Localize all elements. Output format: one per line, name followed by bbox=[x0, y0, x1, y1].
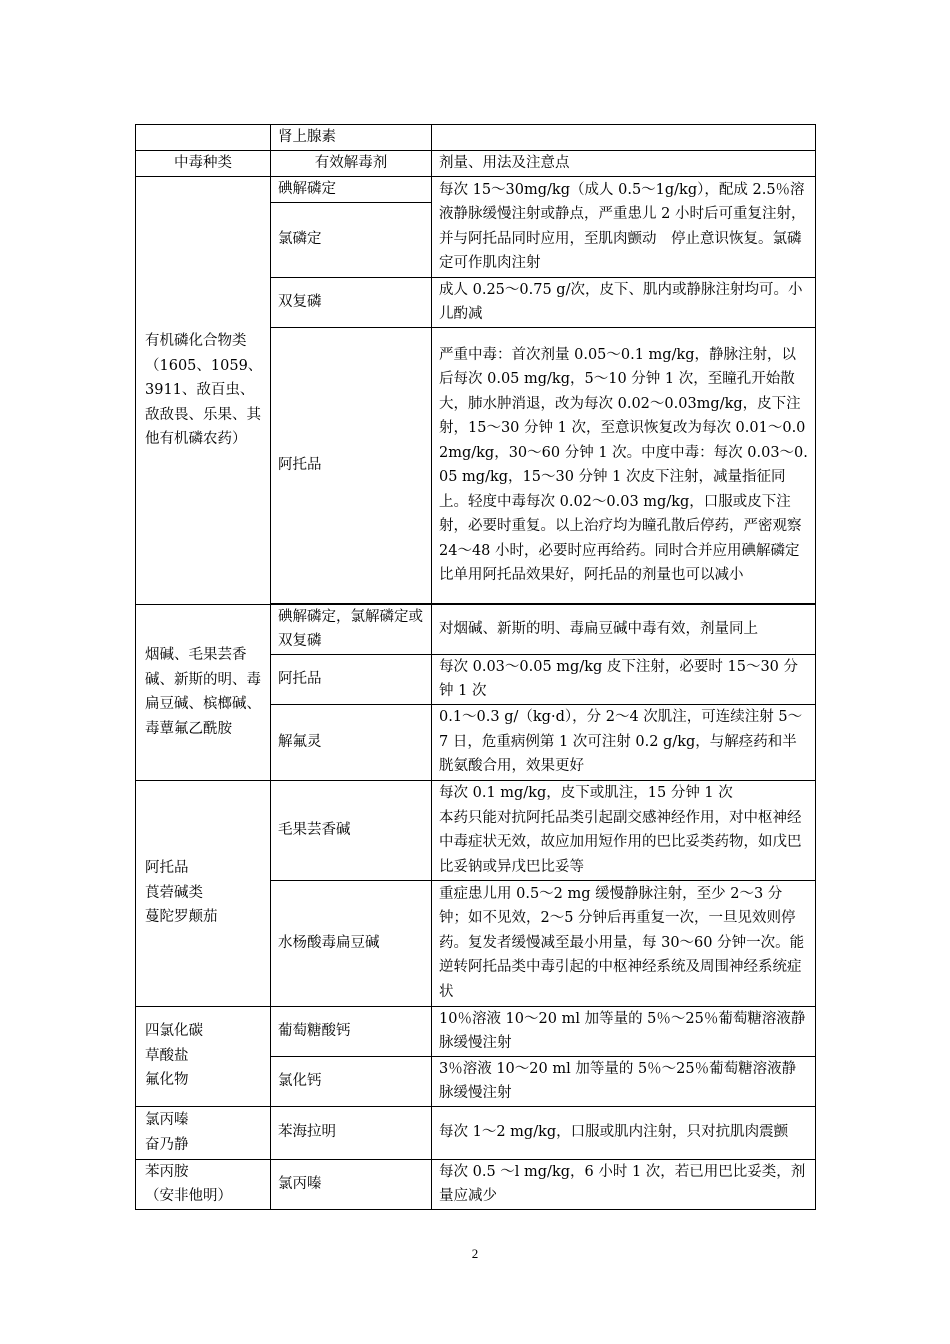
cell-antidote: 阿托品 bbox=[271, 327, 432, 603]
cell-antidote: 阿托品 bbox=[271, 654, 432, 704]
cell-antidote: 毛果芸香碱 bbox=[271, 780, 432, 880]
cell-antidote: 葡萄糖酸钙 bbox=[271, 1006, 432, 1056]
table-header-row bbox=[136, 151, 816, 177]
poison-line: （安非他明） bbox=[145, 1188, 232, 1204]
poison-line: 奋乃静 bbox=[145, 1136, 189, 1153]
cell-antidote: 解氟灵 bbox=[271, 704, 432, 780]
cell-poison-type: 烟碱、毛果芸香碱、新斯的明、毒扁豆碱、槟榔碱、毒蕈氟乙酰胺 bbox=[136, 604, 271, 780]
cell-dosage: 3％溶液 10～20 ml 加等量的 5％～25％葡萄糖溶液静脉缓慢注射 bbox=[432, 1056, 816, 1106]
cell-empty bbox=[136, 125, 271, 151]
table-row bbox=[136, 780, 816, 880]
poison-line: 氟化物 bbox=[145, 1072, 189, 1089]
cell-dosage: 每次 0.5 ～l mg/kg，6 小时 1 次，若已用巴比妥类，剂量应减少 bbox=[432, 1159, 816, 1209]
cell-empty bbox=[432, 125, 816, 151]
cell-dosage: 每次 15～30mg/kg（成人 0.5～1g/kg），配成 2.5％溶液静脉缓慢注射或静点，严重患儿 2 小时后可重复注射，并与阿托品同时应用，至肌肉颤动 停止意识恢复。氯磷定可作肌肉注射 bbox=[432, 177, 816, 278]
cell-antidote: 碘解磷定 bbox=[271, 177, 432, 203]
cell-poison-type bbox=[136, 780, 271, 1006]
cell-dosage bbox=[432, 780, 816, 880]
poison-line: 阿托品 bbox=[145, 860, 189, 877]
cell-poison-type bbox=[136, 1106, 271, 1159]
cell-dosage: 重症患儿用 0.5～2 mg 缓慢静脉注射，至少 2～3 分钟；如不见效，2～5 分钟后再重复一次，一旦见效则停药。复发者缓慢减至最小用量，每 30～60 分钟一次。能逆转阿托品类中毒引起的中枢神经系统及周围神经系统症状 bbox=[432, 880, 816, 1006]
cell-dosage: 10％溶液 10～20 ml 加等量的 5％～25％葡萄糖溶液静脉缓慢注射 bbox=[432, 1006, 816, 1056]
cell-antidote: 氯磷定 bbox=[271, 202, 432, 277]
header-dosage: 剂量、用法及注意点 bbox=[432, 151, 816, 177]
cell-dosage: 每次 1～2 mg/kg，口服或肌内注射，只对抗肌肉震颤 bbox=[432, 1106, 816, 1159]
poison-line: 四氯化碳 bbox=[145, 1023, 203, 1040]
header-antidote: 有效解毒剂 bbox=[271, 151, 432, 177]
header-poison-type: 中毒种类 bbox=[136, 151, 271, 177]
cell-antidote: 苯海拉明 bbox=[271, 1106, 432, 1159]
poison-line: 蔓陀罗颠茄 bbox=[145, 909, 218, 926]
cell-dosage: 成人 0.25～0.75 g/次，皮下、肌内或静脉注射均可。小儿酌减 bbox=[432, 277, 816, 327]
cell-dosage: 严重中毒：首次剂量 0.05～0.1 mg/kg，静脉注射，以后每次 0.05 mg/kg，5～10 分钟 1 次，至瞳孔开始散大，肺水肿消退，改为每次 0.02～0.03mg/kg，皮下注射，15～30 分钟 1 次，至意识恢复改为每次 0.01～0.02mg/kg，30～60 分钟 1 次。中度中毒：每次 0.03～0.05 mg/kg，15～30 分钟 1 次皮下注射，减量指征同上。轻度中毒每次 0.02～0.03 mg/kg，口服或皮下注射，必要时重复。以上治疗均为瞳孔散后停药，严密观察 24～48 小时，必要时应再给药。同时合并应用碘解磷定比单用阿托品效果好，阿托品的剂量也可以减小 bbox=[432, 327, 816, 603]
cell-antidote: 氯丙嗪 bbox=[271, 1159, 432, 1209]
poison-line: 草酸盐 bbox=[145, 1047, 189, 1064]
cell-dosage: 0.1～0.3 g/（kg·d），分 2～4 次肌注，可连续注射 5～7 日，危重病例第 1 次可注射 0.2 g/kg，与解痉药和半胱氨酸合用，效果更好 bbox=[432, 704, 816, 780]
poison-line: 莨菪碱类 bbox=[145, 884, 203, 901]
table-row bbox=[136, 1106, 816, 1159]
cell-antidote: 双复磷 bbox=[271, 277, 432, 327]
table-row bbox=[136, 1159, 816, 1209]
table-row bbox=[136, 604, 816, 654]
cell-poison-type bbox=[136, 1006, 271, 1106]
cell-antidote: 水杨酸毒扁豆碱 bbox=[271, 880, 432, 1006]
page-number: 2 bbox=[471, 1246, 479, 1261]
table-row bbox=[136, 177, 816, 203]
cell-poison-type bbox=[136, 1159, 271, 1209]
table-row bbox=[136, 125, 816, 151]
cell-dosage: 每次 0.03～0.05 mg/kg 皮下注射，必要时 15～30 分钟 1 次 bbox=[432, 654, 816, 704]
poison-line: 苯丙胺 bbox=[145, 1163, 189, 1180]
cell-antidote: 氯化钙 bbox=[271, 1056, 432, 1106]
table-row bbox=[136, 1006, 816, 1056]
dosage-line: 每次 0.1 mg/kg，皮下或肌注，15 分钟 1 次 bbox=[439, 785, 733, 801]
poison-line: 氯丙嗪 bbox=[145, 1112, 189, 1128]
cell-poison-type: 有机磷化合物类（1605、1059、3911、敌百虫、敌敌畏、乐果、其他有机磷农药） bbox=[136, 177, 271, 605]
dosage-line: 本药只能对抗阿托品类引起副交感神经作用，对中枢神经中毒症状无效，故应加用短作用的巴比妥类药物，如戊巴比妥钠或异戊巴比妥等 bbox=[439, 809, 802, 875]
cell-antidote: 肾上腺素 bbox=[271, 125, 432, 151]
cell-dosage: 对烟碱、新斯的明、毒扁豆碱中毒有效，剂量同上 bbox=[432, 604, 816, 654]
cell-antidote: 碘解磷定，氯解磷定或双复磷 bbox=[271, 604, 432, 654]
antidote-table bbox=[135, 124, 816, 1210]
